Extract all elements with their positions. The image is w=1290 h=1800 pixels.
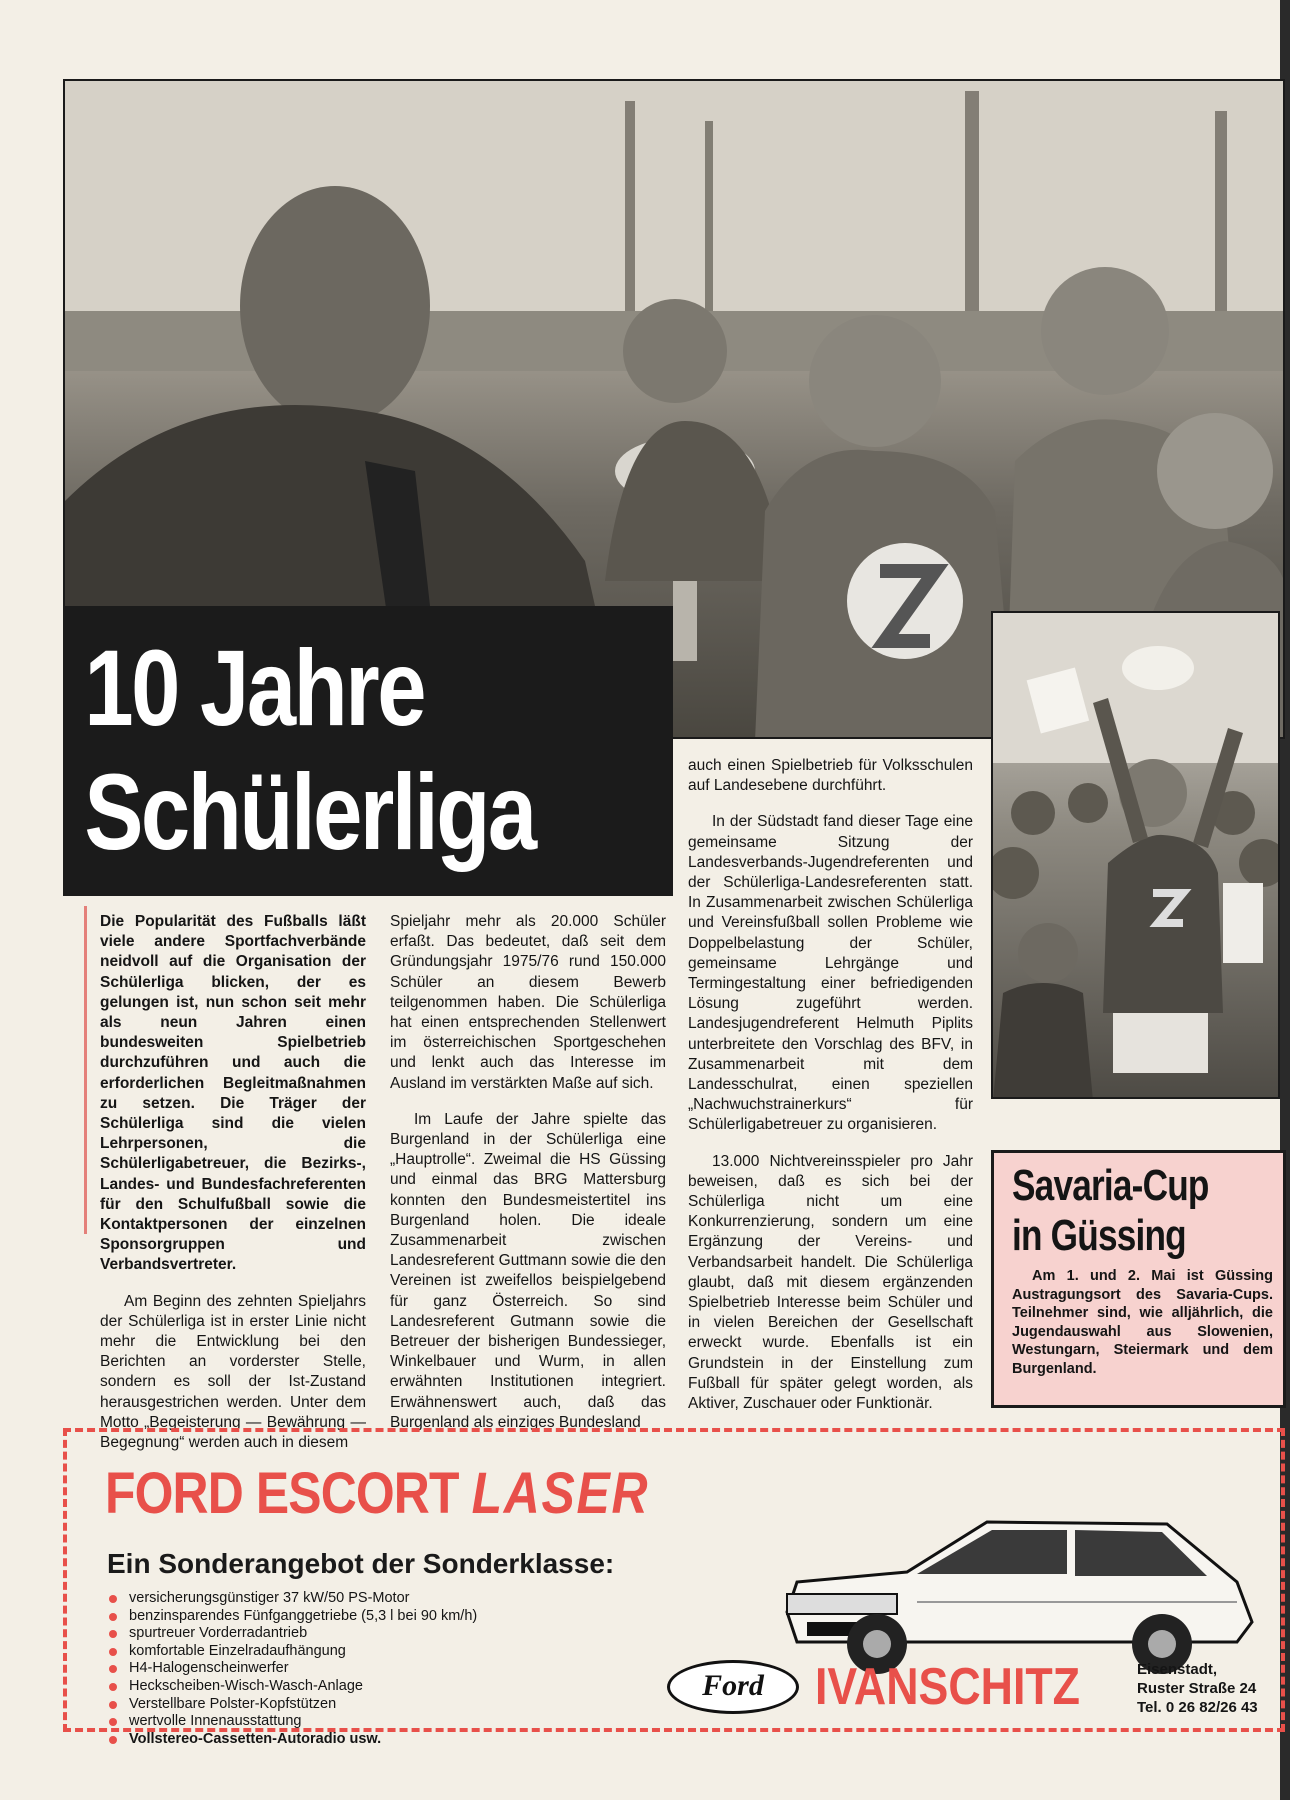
article-paragraph: Spieljahr mehr als 20.000 Schüler erfaßt. Das bedeutet, daß seit dem Gründungsjahr 1975/76 rund 150.000 Schüler an diesem Bewerb teilgenommen haben. Die Schülerliga hat einen entsprechenden Stellenwert im österreichischen Sportgeschehen und lenkt auch das Interesse im Ausland im verstärkten Maße auf sich.	[390, 913, 666, 1092]
headline	[63, 606, 563, 874]
savaria-cup-text	[1012, 1267, 1273, 1378]
ad-feature-item: benzinsparendes Fünfganggetriebe (5,3 l bei 90 km/h)	[107, 1608, 477, 1626]
article-paragraph: Am Beginn des zehnten Spieljahrs der Schülerliga ist in erster Linie nicht mehr die Entwicklung bei den Berichten an vorderster Stelle, sondern es soll der Ist-Zustand herausgestrichen werden. Unter dem Motto „Begeisterung — Bewährung — Begegnung“ werden auch in diesem	[100, 1292, 366, 1452]
ad-feature-item: Heckscheiben-Wisch-Wasch-Anlage	[107, 1678, 477, 1696]
inset-photo-illustration	[993, 613, 1280, 1099]
ad-feature-item: wertvolle Innenausstattung	[107, 1713, 477, 1731]
headline-line-2: Schülerliga	[84, 751, 535, 872]
lead-rule	[84, 906, 87, 1234]
savaria-title-line-1: Savaria-Cup	[1012, 1161, 1209, 1210]
ad-feature-item: Verstellbare Polster-Kopfstützen	[107, 1696, 477, 1714]
ford-escort-advertisement	[63, 1428, 1285, 1747]
headline-line-1: 10 Jahre	[84, 627, 425, 748]
ad-feature-item: komfortable Einzelradaufhängung	[107, 1643, 477, 1661]
article-paragraph: auch einen Spielbetrieb für Volksschulen auf Landesebene durchführt.	[688, 757, 973, 795]
article-paragraph: In der Südstadt fand dieser Tage eine gemeinsame Sitzung der Landesverbands-Jugendreferenten und der Schülerliga-Landesreferenten statt. In Zusammenarbeit zwischen Schülerliga und Vereinsfußball sollen Probleme wie Doppelbelastung der Schüler, gemeinsame Lehrgänge und Termingestaltung einer befriedigenden Lösung zugeführt werden. Landesjugendreferent Helmuth Piplits unterbreitete den Vorschlag des BFV, in Zusammenarbeit mit dem Landesschulrat, einen speziellen „Nachwuchstrainerkurs“ für Schülerligabetreuer zu organisieren.	[688, 813, 973, 1134]
address-line: Tel. 0 26 82/26 43	[1137, 1699, 1258, 1716]
article-lead: Die Popularität des Fußballs läßt viele andere Sportfachverbände neidvoll auf die Organisation der Schülerliga blicken, der es gelungen ist, nun schon seit mehr als neun Jahren einen bundesweiten Spielbetrieb durchzuführen und auch die erforderlichen Begleitmaßnahmen zu setzen. Die Träger der Schülerliga sind die vielen Lehrpersonen, die Schülerligabetreuer, die Bezirks-, Landes- und Bundesfachreferenten für den Schulfußball sowie die Kontaktpersonen der einzelnen Sponsorgruppen und Verbandsvertreter.	[100, 913, 366, 1274]
ad-feature-item: versicherungsgünstiger 37 kW/50 PS-Motor	[107, 1590, 477, 1608]
dealer-address	[1137, 1660, 1258, 1717]
headline-block	[63, 606, 673, 896]
article-paragraph: 13.000 Nichtvereinsspieler pro Jahr beweisen, daß es sich bei der Schülerliga nicht um eine Konkurrenzierung, sondern um eine Ergänzung der Vereins- und Verbandsarbeit handelt. Die Schülerliga glaubt, daß mit diesem ergänzenden Spielbetrieb Interesse beim Schüler und in vielen Bereichen der Gesellschaft erweckt wurde. Ebenfalls ist ein Grundstein in der Einstellung zum Fußball für später gelegt worden, als Aktiver, Zuschauer oder Funktionär.	[688, 1152, 973, 1413]
article-paragraph: Im Laufe der Jahre spielte das Burgenland in der Schülerliga eine „Hauptrolle“. Zweimal die HS Güssing und einmal das BRG Mattersburg konnten den Bundesmeistertitel ins Burgenland holen. Die ideale Zusammenarbeit zwischen Landesreferent Guttmann sowie die den Vereinen ist zweifellos beispielgebend für ganz Österreich. So sind Landesreferent Gutmann sowie die Betreuer der bisherigen Bundessieger, Winkelbauer und Wurm, in allen erwähnten Institutionen integriert. Erwähnenswert auch, daß das Burgenland als einziges Bundesland	[390, 1110, 666, 1431]
ad-title-accent: LASER	[471, 1461, 650, 1526]
car-illustration	[767, 1502, 1267, 1682]
dealer-name: IVANSCHITZ	[815, 1658, 1081, 1716]
ad-feature-item: Vollstereo-Cassetten-Autoradio usw.	[107, 1731, 477, 1749]
address-line: Ruster Straße 24	[1137, 1680, 1257, 1697]
ad-feature-list	[107, 1590, 477, 1748]
ford-logo: Ford	[667, 1660, 799, 1714]
article-column-2	[390, 912, 666, 1449]
ad-feature-item: spurtreuer Vorderradantrieb	[107, 1625, 477, 1643]
ad-subtitle: Ein Sonderangebot der Sonderklasse:	[107, 1548, 615, 1579]
savaria-cup-title	[1012, 1161, 1221, 1261]
article-column-1	[100, 912, 366, 1469]
ad-title	[105, 1462, 649, 1526]
savaria-cup-text-body: Am 1. und 2. Mai ist Güssing Austragungsort des Savaria-Cups. Teilnehmer sind, wie alljährlich, die Jugendauswahl aus Slowenien, Westungarn, Steiermark und dem Burgenland.	[1012, 1268, 1273, 1377]
ad-title-main: FORD ESCORT	[105, 1461, 459, 1526]
address-line: Eisenstadt,	[1137, 1661, 1218, 1678]
inset-photo	[991, 611, 1280, 1099]
ad-feature-item: H4-Halogenscheinwerfer	[107, 1660, 477, 1678]
article-column-3	[688, 756, 973, 1430]
savaria-cup-box	[991, 1150, 1286, 1408]
savaria-title-line-2: in Güssing	[1012, 1211, 1186, 1260]
